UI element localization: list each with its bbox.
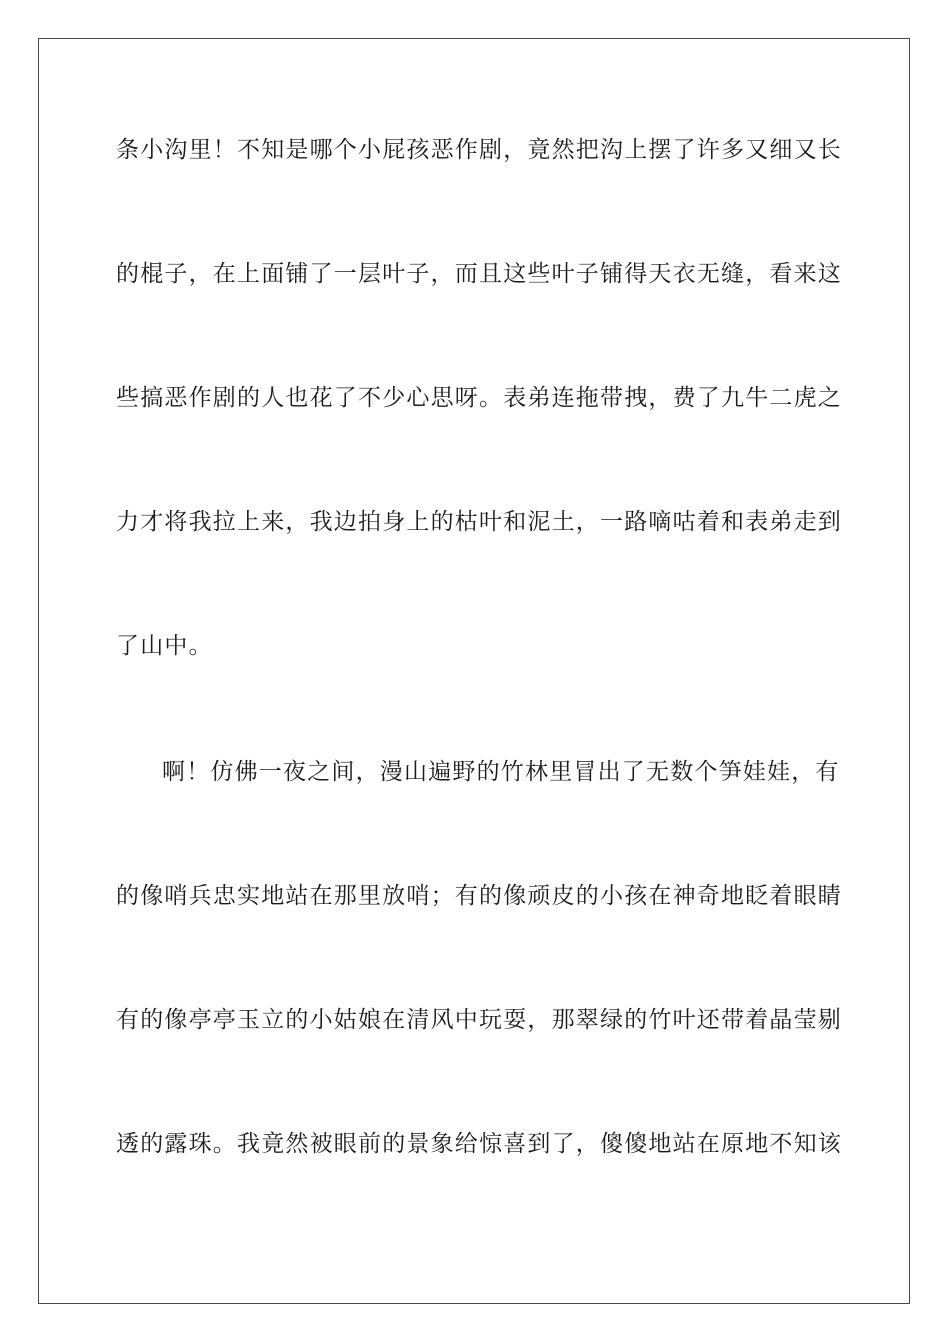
- text-line-6-paragraph-start: 啊！仿佛一夜之间，漫山遍野的竹林里冒出了无数个笋娃娃，有: [162, 759, 840, 785]
- text-line-3: 些搞恶作剧的人也花了不少心思呀。表弟连拖带拽，费了九牛二虎之: [116, 385, 842, 411]
- text-line-4: 力才将我拉上来，我边拍身上的枯叶和泥土，一路嘀咕着和表弟走到: [116, 509, 842, 535]
- page-border: [38, 38, 910, 1304]
- text-line-8: 有的像亭亭玉立的小姑娘在清风中玩耍，那翠绿的竹叶还带着晶莹剔: [116, 1007, 842, 1033]
- text-line-5: 了山中。: [116, 633, 213, 659]
- text-line-7: 的像哨兵忠实地站在那里放哨；有的像顽皮的小孩在神奇地眨着眼睛: [116, 883, 842, 909]
- text-line-2: 的棍子，在上面铺了一层叶子，而且这些叶子铺得天衣无缝，看来这: [116, 261, 842, 287]
- text-line-9: 透的露珠。我竟然被眼前的景象给惊喜到了，傻傻地站在原地不知该: [116, 1131, 842, 1157]
- text-line-1: 条小沟里！不知是哪个小屁孩恶作剧，竟然把沟上摆了许多又细又长: [116, 137, 842, 163]
